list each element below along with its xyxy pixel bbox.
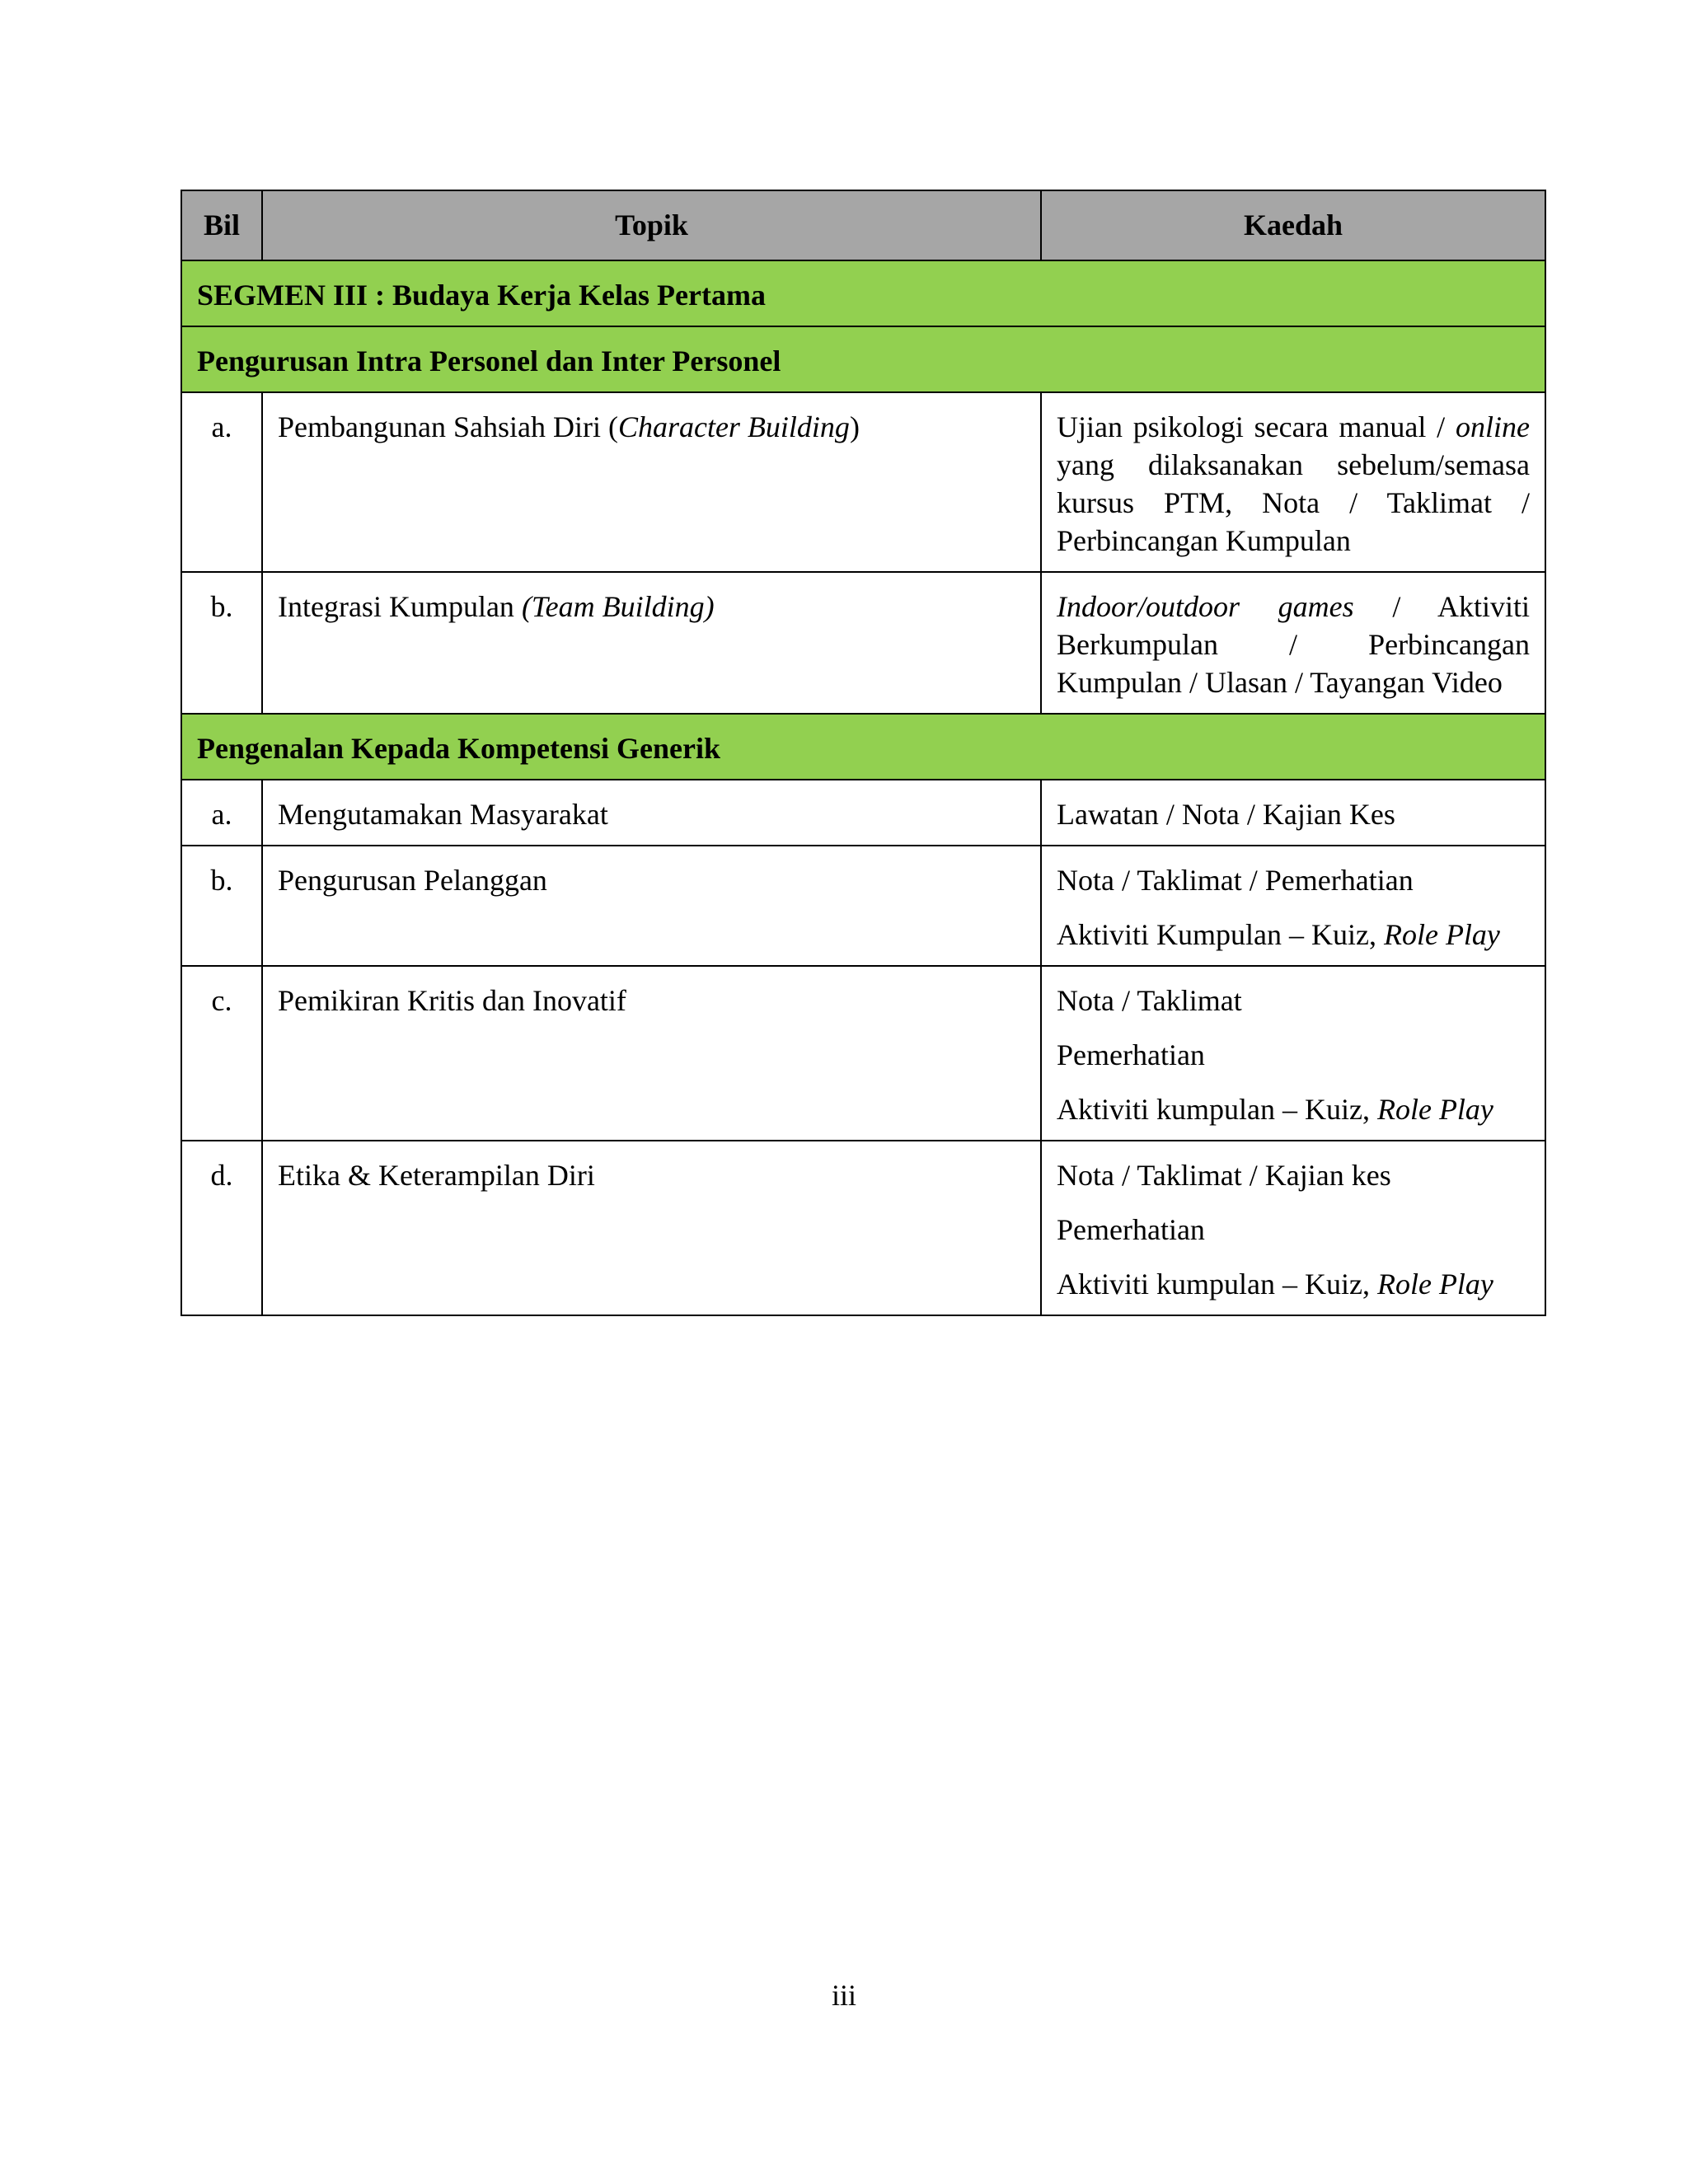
method-cell <box>1041 846 1545 966</box>
topic-cell <box>262 392 1041 572</box>
row-number: b. <box>181 572 262 714</box>
row-number: c. <box>181 966 262 1141</box>
topic-italic: (Team Building) <box>521 590 715 623</box>
topic-text: Integrasi Kumpulan <box>278 590 522 623</box>
table-row <box>181 1141 1545 1315</box>
method-line: Nota / Taklimat / Pemerhatian <box>1057 864 1414 897</box>
method-italic: Role Play <box>1376 1093 1493 1126</box>
method-cell <box>1041 780 1545 846</box>
methods-table <box>181 190 1546 1316</box>
table-row <box>181 846 1545 966</box>
table-row <box>181 572 1545 714</box>
header-topik: Topik <box>262 190 1041 260</box>
section-row <box>181 714 1545 780</box>
method-text: Aktiviti kumpulan – Kuiz, <box>1057 1093 1377 1126</box>
topic-text-end: ) <box>849 410 860 443</box>
header-kaedah: Kaedah <box>1041 190 1545 260</box>
method-line: Lawatan / Nota / Kajian Kes <box>1057 798 1395 831</box>
method-line <box>1057 916 1530 954</box>
method-italic: Role Play <box>1376 1268 1493 1301</box>
table-row <box>181 966 1545 1141</box>
method-cell <box>1041 1141 1545 1315</box>
topic-text: Pembangunan Sahsiah Diri ( <box>278 410 618 443</box>
method-text: Ujian psikologi secara manual / <box>1057 410 1446 443</box>
method-line <box>1057 1090 1530 1128</box>
method-text: Aktiviti kumpulan – Kuiz, <box>1057 1268 1377 1301</box>
method-line: Nota / Taklimat <box>1057 984 1242 1017</box>
table-row <box>181 392 1545 572</box>
method-italic: Role Play <box>1383 918 1500 951</box>
topic-cell: Pemikiran Kritis dan Inovatif <box>262 966 1041 1141</box>
row-number: d. <box>181 1141 262 1315</box>
method-cell <box>1041 392 1545 572</box>
method-cell <box>1041 966 1545 1141</box>
segment-row <box>181 260 1545 326</box>
section-title-generic-competency: Pengenalan Kepada Kompetensi Generik <box>181 714 1545 780</box>
segment-title: SEGMEN III : Budaya Kerja Kelas Pertama <box>181 260 1545 326</box>
method-line: Pemerhatian <box>1057 1213 1205 1246</box>
topic-cell: Mengutamakan Masyarakat <box>262 780 1041 846</box>
method-italic: online <box>1456 410 1530 443</box>
page-number: iii <box>831 1979 856 2012</box>
topic-cell <box>262 572 1041 714</box>
method-line: Pemerhatian <box>1057 1038 1205 1071</box>
table-header-row <box>181 190 1545 260</box>
row-number: a. <box>181 780 262 846</box>
method-text: Aktiviti Kumpulan – Kuiz, <box>1057 918 1384 951</box>
topic-cell: Pengurusan Pelanggan <box>262 846 1041 966</box>
section-row <box>181 326 1545 392</box>
table-row <box>181 780 1545 846</box>
row-number: b. <box>181 846 262 966</box>
header-bil: Bil <box>181 190 262 260</box>
method-cell <box>1041 572 1545 714</box>
method-line <box>1057 1265 1530 1303</box>
topic-italic: Character Building <box>617 410 850 443</box>
method-text-rest: / Aktiviti Berkumpulan / Perbincangan Kumpulan / Ulasan / Tayangan Video <box>1057 590 1530 699</box>
method-line: Nota / Taklimat / Kajian kes <box>1057 1159 1391 1192</box>
method-italic: Indoor/outdoor games <box>1057 590 1354 623</box>
topic-cell: Etika & Keterampilan Diri <box>262 1141 1041 1315</box>
row-number: a. <box>181 392 262 572</box>
method-text-rest: yang dilaksanakan sebelum/semasa kursus PTM, Nota / Taklimat / Perbincangan Kumpulan <box>1057 448 1530 557</box>
section-title-intra-inter: Pengurusan Intra Personel dan Inter Personel <box>181 326 1545 392</box>
